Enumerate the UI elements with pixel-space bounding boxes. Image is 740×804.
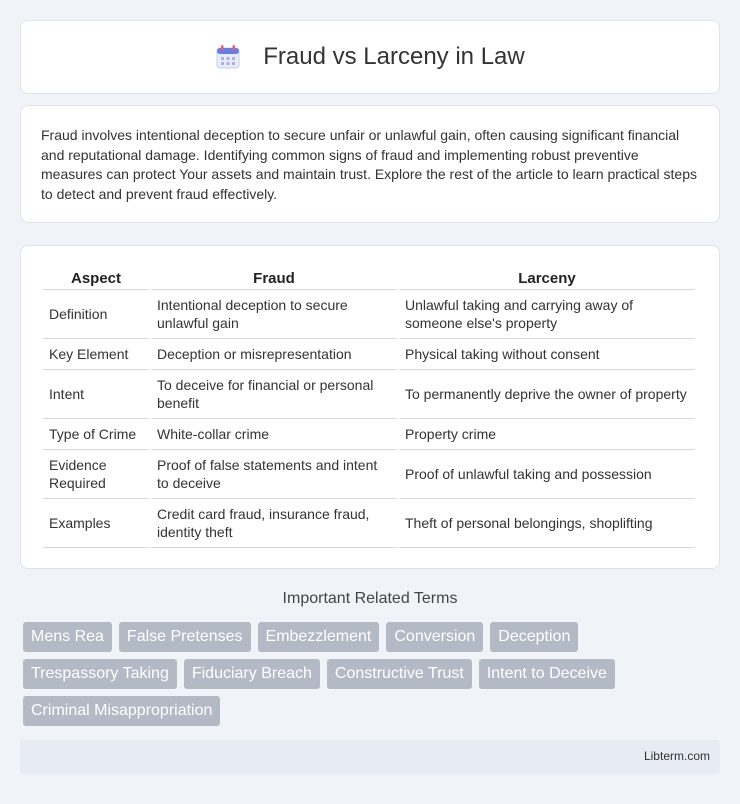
column-header: Larceny <box>399 266 695 290</box>
table-row <box>43 290 695 339</box>
table-cell: Evidence Required <box>43 450 149 499</box>
calendar-icon <box>215 44 241 70</box>
comparison-table-card <box>20 245 720 569</box>
table-cell: Definition <box>43 290 149 339</box>
related-term-tag[interactable]: Constructive Trust <box>327 659 472 689</box>
related-term-tag[interactable]: Intent to Deceive <box>479 659 615 689</box>
related-term-tag[interactable]: Criminal Misappropriation <box>23 696 220 726</box>
related-terms-list <box>23 622 723 726</box>
comparison-table <box>41 266 697 548</box>
table-row <box>43 419 695 450</box>
related-term-tag[interactable]: False Pretenses <box>119 622 251 652</box>
table-cell: Intent <box>43 370 149 419</box>
table-cell: Theft of personal belongings, shoplifting <box>399 499 695 548</box>
table-cell: To deceive for financial or personal benefit <box>151 370 397 419</box>
table-row <box>43 499 695 548</box>
table-cell: Key Element <box>43 339 149 370</box>
related-term-tag[interactable]: Fiduciary Breach <box>184 659 320 689</box>
related-terms-title: Important Related Terms <box>282 590 458 607</box>
table-cell: White-collar crime <box>151 419 397 450</box>
page-title: Fraud vs Larceny in Law <box>263 43 525 70</box>
table-cell: Unlawful taking and carrying away of someone else's property <box>399 290 695 339</box>
related-term-tag[interactable]: Embezzlement <box>258 622 380 652</box>
related-term-tag[interactable]: Deception <box>490 622 578 652</box>
table-row <box>43 339 695 370</box>
table-cell: Type of Crime <box>43 419 149 450</box>
table-cell: Deception or misrepresentation <box>151 339 397 370</box>
footer-site-link[interactable]: Libterm.com <box>643 749 710 763</box>
related-term-tag[interactable]: Mens Rea <box>23 622 112 652</box>
column-header: Fraud <box>151 266 397 290</box>
table-cell: To permanently deprive the owner of property <box>399 370 695 419</box>
table-header-row <box>43 266 695 290</box>
table-row <box>43 450 695 499</box>
related-term-tag[interactable]: Trespassory Taking <box>23 659 177 689</box>
intro-paragraph: Fraud involves intentional deception to secure unfair or unlawful gain, often causing significant financial and reputational damage. Identifying common signs of fraud and implementing robust preventive measures can protect Your assets and maintain trust. Explore the rest of the article to learn practical steps to detect and prevent fraud effectively. <box>41 127 698 202</box>
footer <box>20 740 720 774</box>
column-header: Aspect <box>43 266 149 290</box>
related-term-tag[interactable]: Conversion <box>386 622 483 652</box>
table-row <box>43 370 695 419</box>
table-cell: Proof of false statements and intent to deceive <box>151 450 397 499</box>
table-cell: Examples <box>43 499 149 548</box>
intro-card <box>20 105 720 223</box>
table-cell: Proof of unlawful taking and possession <box>399 450 695 499</box>
table-cell: Credit card fraud, insurance fraud, identity theft <box>151 499 397 548</box>
header-card <box>20 20 720 94</box>
table-cell: Property crime <box>399 419 695 450</box>
table-cell: Intentional deception to secure unlawful gain <box>151 290 397 339</box>
table-cell: Physical taking without consent <box>399 339 695 370</box>
